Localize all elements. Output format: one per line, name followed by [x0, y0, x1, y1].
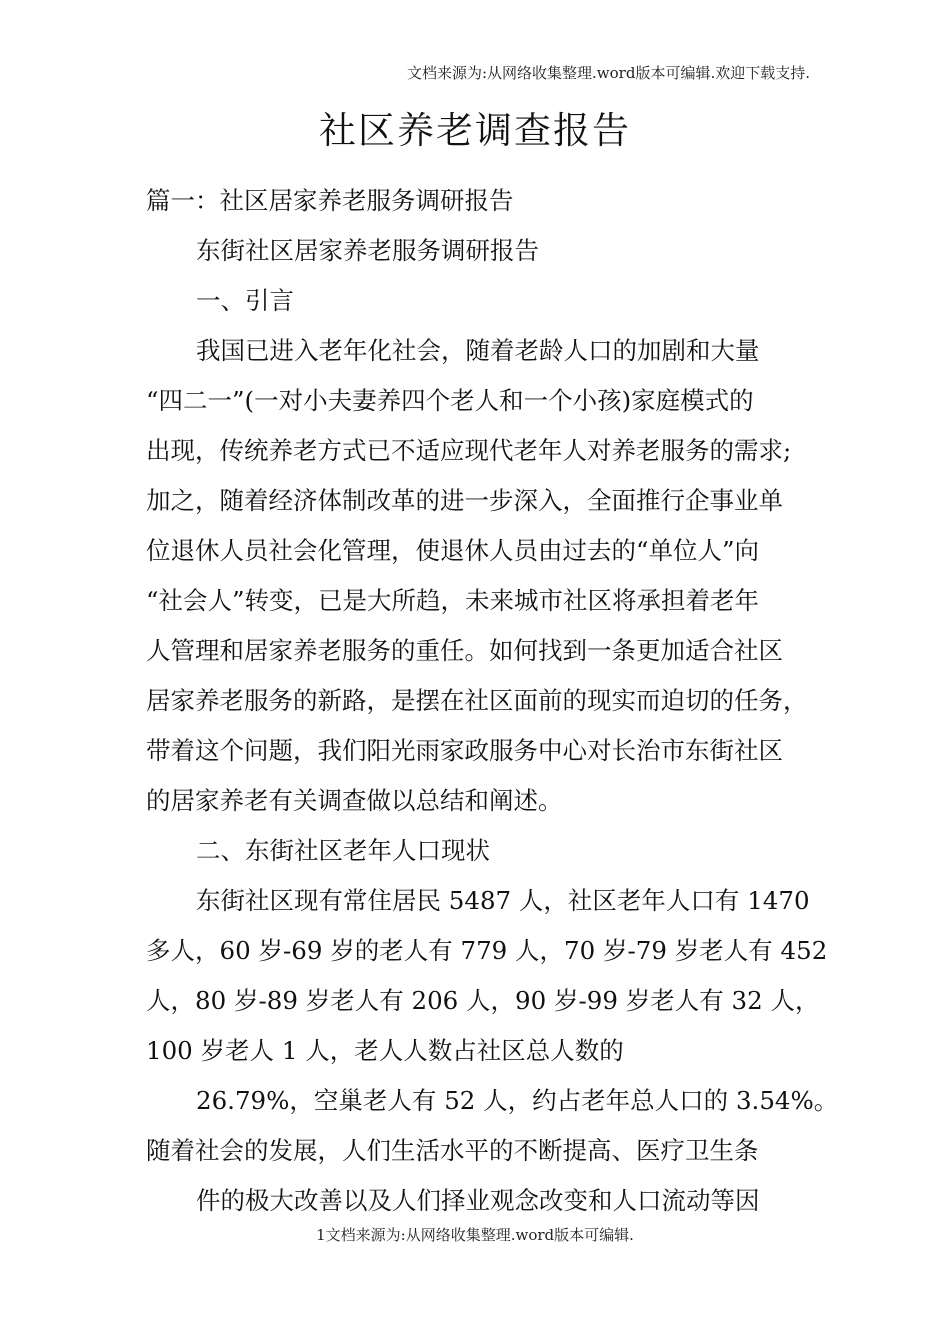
text-line: 带着这个问题，我们阳光雨家政服务中心对长治市东街社区 [146, 736, 783, 765]
text-line: 26.79%，空巢老人有 52 人，约占老年总人口的 3.54%。 [196, 1086, 839, 1115]
text-line: 多人，60 岁-69 岁的老人有 779 人，70 岁-79 岁老人有 452 [146, 936, 828, 965]
text-line: 我国已进入老年化社会，随着老龄人口的加剧和大量 [196, 336, 760, 365]
text-line: 篇一：社区居家养老服务调研报告 [146, 186, 514, 215]
text-line: 居家养老服务的新路，是摆在社区面前的现实而迫切的任务， [146, 686, 808, 715]
text-line: 一、引言 [196, 286, 294, 315]
text-line: “社会人”转变，已是大所趋，未来城市社区将承担着老年 [146, 586, 760, 615]
text-line: 的居家养老有关调查做以总结和阐述。 [146, 786, 563, 815]
text-line: 位退休人员社会化管理，使退休人员由过去的“单位人”向 [146, 536, 760, 565]
text-line: 加之，随着经济体制改革的进一步深入，全面推行企事业单 [146, 486, 783, 515]
text-line: 东街社区现有常住居民 5487 人，社区老年人口有 1470 [196, 886, 810, 915]
text-line: 人，80 岁-89 岁老人有 206 人，90 岁-99 岁老人有 32 人， [146, 986, 820, 1015]
text-line: 人管理和居家养老服务的重任。如何找到一条更加适合社区 [146, 636, 783, 665]
text-line: 件的极大改善以及人们择业观念改变和人口流动等因 [196, 1186, 760, 1215]
footer-note: 1文档来源为:从网络收集整理.word版本可编辑. [316, 1226, 634, 1244]
text-line: 出现，传统养老方式已不适应现代老年人对养老服务的需求; [146, 436, 792, 465]
document-body [146, 176, 839, 1226]
text-line: 随着社会的发展，人们生活水平的不断提高、医疗卫生条 [146, 1136, 759, 1165]
text-line: “四二一”(一对小夫妻养四个老人和一个小孩)家庭模式的 [146, 386, 754, 415]
text-line: 东街社区居家养老服务调研报告 [196, 236, 539, 265]
text-line: 100 岁老人 1 人，老人人数占社区总人数的 [146, 1036, 624, 1065]
header-note: 文档来源为:从网络收集整理.word版本可编辑.欢迎下载支持. [406, 64, 810, 82]
document-title: 社区养老调查报告 [319, 109, 631, 152]
text-line: 二、东街社区老年人口现状 [196, 836, 490, 865]
